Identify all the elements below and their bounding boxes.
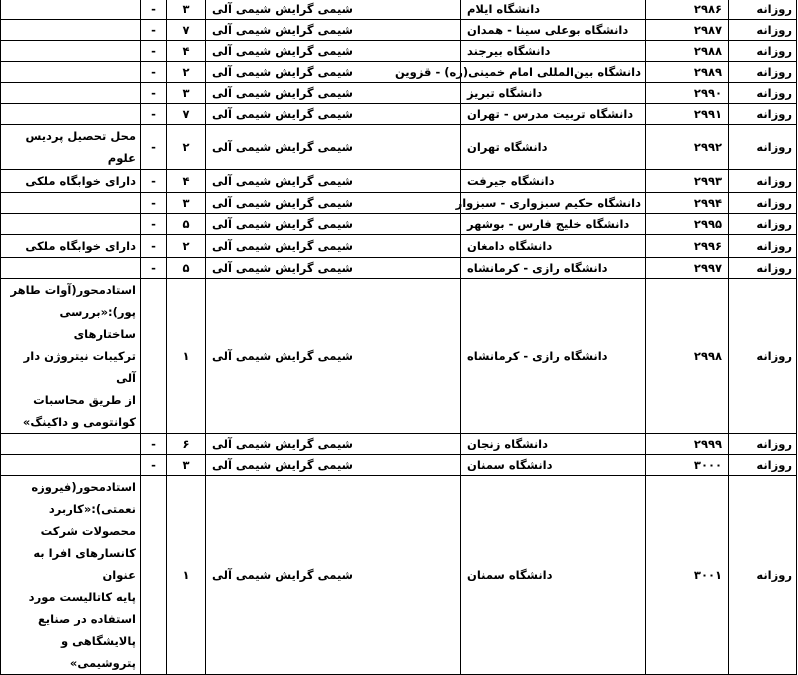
notes-cell <box>1 20 141 41</box>
course-type-cell: روزانه <box>729 279 797 434</box>
capacity-cell: ۳ <box>167 0 206 20</box>
table-row <box>1 0 797 20</box>
course-type-cell: روزانه <box>729 258 797 279</box>
dash-cell: - <box>141 41 167 62</box>
field-name-cell: شیمی گرایش شیمی آلی <box>206 0 461 20</box>
table-body <box>1 0 797 675</box>
field-name-cell: شیمی گرایش شیمی آلی <box>206 125 461 170</box>
field-code-cell: ۲۹۸۷ <box>646 20 729 41</box>
dash-cell: - <box>141 62 167 83</box>
table-row <box>1 41 797 62</box>
notes-cell <box>1 0 141 20</box>
university-cell: دانشگاه سمنان <box>461 476 646 675</box>
university-cell: دانشگاه ایلام <box>461 0 646 20</box>
table-row <box>1 83 797 104</box>
table-row <box>1 170 797 193</box>
notes-line: محل تحصیل پردیس <box>25 129 136 143</box>
field-name-cell: شیمی گرایش شیمی آلی <box>206 455 461 476</box>
notes-cell <box>1 455 141 476</box>
field-name-cell: شیمی گرایش شیمی آلی <box>206 434 461 455</box>
field-code-cell: ۲۹۹۱ <box>646 104 729 125</box>
course-type-cell: روزانه <box>729 455 797 476</box>
capacity-cell: ۳ <box>167 455 206 476</box>
course-type-cell: روزانه <box>729 214 797 235</box>
dash-cell: - <box>141 0 167 20</box>
field-code-cell: ۲۹۹۷ <box>646 258 729 279</box>
table-row <box>1 62 797 83</box>
university-cell: دانشگاه دامغان <box>461 235 646 258</box>
university-cell: دانشگاه تبریز <box>461 83 646 104</box>
field-name-cell: شیمی گرایش شیمی آلی <box>206 62 461 83</box>
notes-cell <box>1 62 141 83</box>
course-type-cell: روزانه <box>729 0 797 20</box>
table-row <box>1 455 797 476</box>
field-name-cell: شیمی گرایش شیمی آلی <box>206 170 461 193</box>
course-type-cell: روزانه <box>729 41 797 62</box>
field-name-cell: شیمی گرایش شیمی آلی <box>206 214 461 235</box>
university-cell: دانشگاه حکیم سبزواری - سبزوار <box>461 193 646 214</box>
notes-cell <box>1 170 141 193</box>
course-type-cell: روزانه <box>729 104 797 125</box>
university-cell: دانشگاه تربیت مدرس - تهران <box>461 104 646 125</box>
notes-line: ترکیبات نیتروژن دار آلی <box>23 349 136 385</box>
course-type-cell: روزانه <box>729 83 797 104</box>
field-code-cell: ۲۹۹۸ <box>646 279 729 434</box>
field-code-cell: ۲۹۹۲ <box>646 125 729 170</box>
capacity-cell: ۵ <box>167 214 206 235</box>
table-row <box>1 104 797 125</box>
capacity-cell: ۷ <box>167 20 206 41</box>
university-cell: دانشگاه خلیج فارس - بوشهر <box>461 214 646 235</box>
notes-line: استادمحور(آوات طاهر <box>10 283 136 297</box>
notes-line: کانسارهای افرا به عنوان <box>33 546 136 582</box>
dash-cell <box>141 279 167 434</box>
table-row <box>1 125 797 170</box>
course-type-cell: روزانه <box>729 20 797 41</box>
notes-line: علوم <box>107 151 136 165</box>
dash-cell: - <box>141 170 167 193</box>
dash-cell: - <box>141 125 167 170</box>
dash-cell: - <box>141 235 167 258</box>
field-code-cell: ۲۹۹۰ <box>646 83 729 104</box>
field-name-cell: شیمی گرایش شیمی آلی <box>206 41 461 62</box>
notes-line: پایه کاتالیست مورد <box>28 590 136 604</box>
notes-line: نعمتی):«کاربرد <box>48 502 136 516</box>
notes-cell <box>1 476 141 675</box>
course-type-cell: روزانه <box>729 125 797 170</box>
course-type-cell: روزانه <box>729 235 797 258</box>
capacity-cell: ۱ <box>167 476 206 675</box>
field-code-cell: ۲۹۸۸ <box>646 41 729 62</box>
field-name-cell: شیمی گرایش شیمی آلی <box>206 104 461 125</box>
university-cell: دانشگاه تهران <box>461 125 646 170</box>
dash-cell: - <box>141 193 167 214</box>
field-code-cell: ۲۹۹۳ <box>646 170 729 193</box>
table-row <box>1 434 797 455</box>
notes-line: کوانتومی و داکینگ» <box>22 415 136 429</box>
notes-cell <box>1 193 141 214</box>
field-name-cell: شیمی گرایش شیمی آلی <box>206 476 461 675</box>
notes-line: از طریق محاسبات <box>33 393 136 407</box>
field-name-cell: شیمی گرایش شیمی آلی <box>206 20 461 41</box>
table-row <box>1 279 797 434</box>
course-type-cell: روزانه <box>729 193 797 214</box>
field-code-cell: ۲۹۹۶ <box>646 235 729 258</box>
course-type-cell: روزانه <box>729 62 797 83</box>
notes-cell <box>1 258 141 279</box>
notes-cell <box>1 279 141 434</box>
field-code-cell: ۲۹۸۶ <box>646 0 729 20</box>
course-type-cell: روزانه <box>729 434 797 455</box>
field-code-cell: ۳۰۰۰ <box>646 455 729 476</box>
university-cell: دانشگاه رازی - کرمانشاه <box>461 279 646 434</box>
course-type-cell: روزانه <box>729 170 797 193</box>
table-row <box>1 214 797 235</box>
capacity-cell: ۶ <box>167 434 206 455</box>
notes-line: دارای خوابگاه ملکی <box>25 239 136 253</box>
capacity-cell: ۲ <box>167 62 206 83</box>
notes-cell <box>1 214 141 235</box>
capacity-cell: ۴ <box>167 170 206 193</box>
table-row <box>1 20 797 41</box>
field-code-cell: ۲۹۸۹ <box>646 62 729 83</box>
capacity-cell: ۲ <box>167 235 206 258</box>
dash-cell: - <box>141 258 167 279</box>
dash-cell: - <box>141 104 167 125</box>
table-row <box>1 258 797 279</box>
field-code-cell: ۲۹۹۵ <box>646 214 729 235</box>
table-row <box>1 476 797 675</box>
university-cell: دانشگاه رازی - کرمانشاه <box>461 258 646 279</box>
university-cell: دانشگاه سمنان <box>461 455 646 476</box>
university-cell: دانشگاه بیرجند <box>461 41 646 62</box>
capacity-cell: ۵ <box>167 258 206 279</box>
table-row <box>1 235 797 258</box>
notes-cell <box>1 104 141 125</box>
notes-cell <box>1 434 141 455</box>
capacity-cell: ۴ <box>167 41 206 62</box>
capacity-cell: ۱ <box>167 279 206 434</box>
field-name-cell: شیمی گرایش شیمی آلی <box>206 235 461 258</box>
field-code-cell: ۲۹۹۴ <box>646 193 729 214</box>
university-cell: دانشگاه جیرفت <box>461 170 646 193</box>
field-name-cell: شیمی گرایش شیمی آلی <box>206 279 461 434</box>
dash-cell: - <box>141 20 167 41</box>
field-code-cell: ۳۰۰۱ <box>646 476 729 675</box>
dash-cell: - <box>141 455 167 476</box>
notes-line: دارای خوابگاه ملکی <box>25 174 136 188</box>
dash-cell: - <box>141 214 167 235</box>
course-type-cell: روزانه <box>729 476 797 675</box>
dash-cell: - <box>141 434 167 455</box>
dash-cell <box>141 476 167 675</box>
notes-cell <box>1 125 141 170</box>
field-name-cell: شیمی گرایش شیمی آلی <box>206 258 461 279</box>
notes-line: استفاده در صنایع <box>37 612 136 626</box>
notes-line: استادمحور(فیروزه <box>31 480 136 494</box>
university-cell: دانشگاه زنجان <box>461 434 646 455</box>
university-cell: دانشگاه بین‌المللی امام خمینی(ره) - قزوین <box>461 62 646 83</box>
field-name-cell: شیمی گرایش شیمی آلی <box>206 193 461 214</box>
field-code-cell: ۲۹۹۹ <box>646 434 729 455</box>
capacity-cell: ۲ <box>167 125 206 170</box>
dash-cell: - <box>141 83 167 104</box>
university-cell: دانشگاه بوعلی سینا - همدان <box>461 20 646 41</box>
notes-line: پالایشگاهی و پتروشیمی» <box>61 634 136 670</box>
capacity-cell: ۷ <box>167 104 206 125</box>
capacity-cell: ۳ <box>167 83 206 104</box>
notes-cell <box>1 83 141 104</box>
capacity-cell: ۳ <box>167 193 206 214</box>
notes-cell <box>1 41 141 62</box>
notes-cell <box>1 235 141 258</box>
notes-line: پور):«بررسی ساختارهای <box>59 305 136 341</box>
field-name-cell: شیمی گرایش شیمی آلی <box>206 83 461 104</box>
notes-line: محصولات شرکت <box>40 524 136 538</box>
table-row <box>1 193 797 214</box>
